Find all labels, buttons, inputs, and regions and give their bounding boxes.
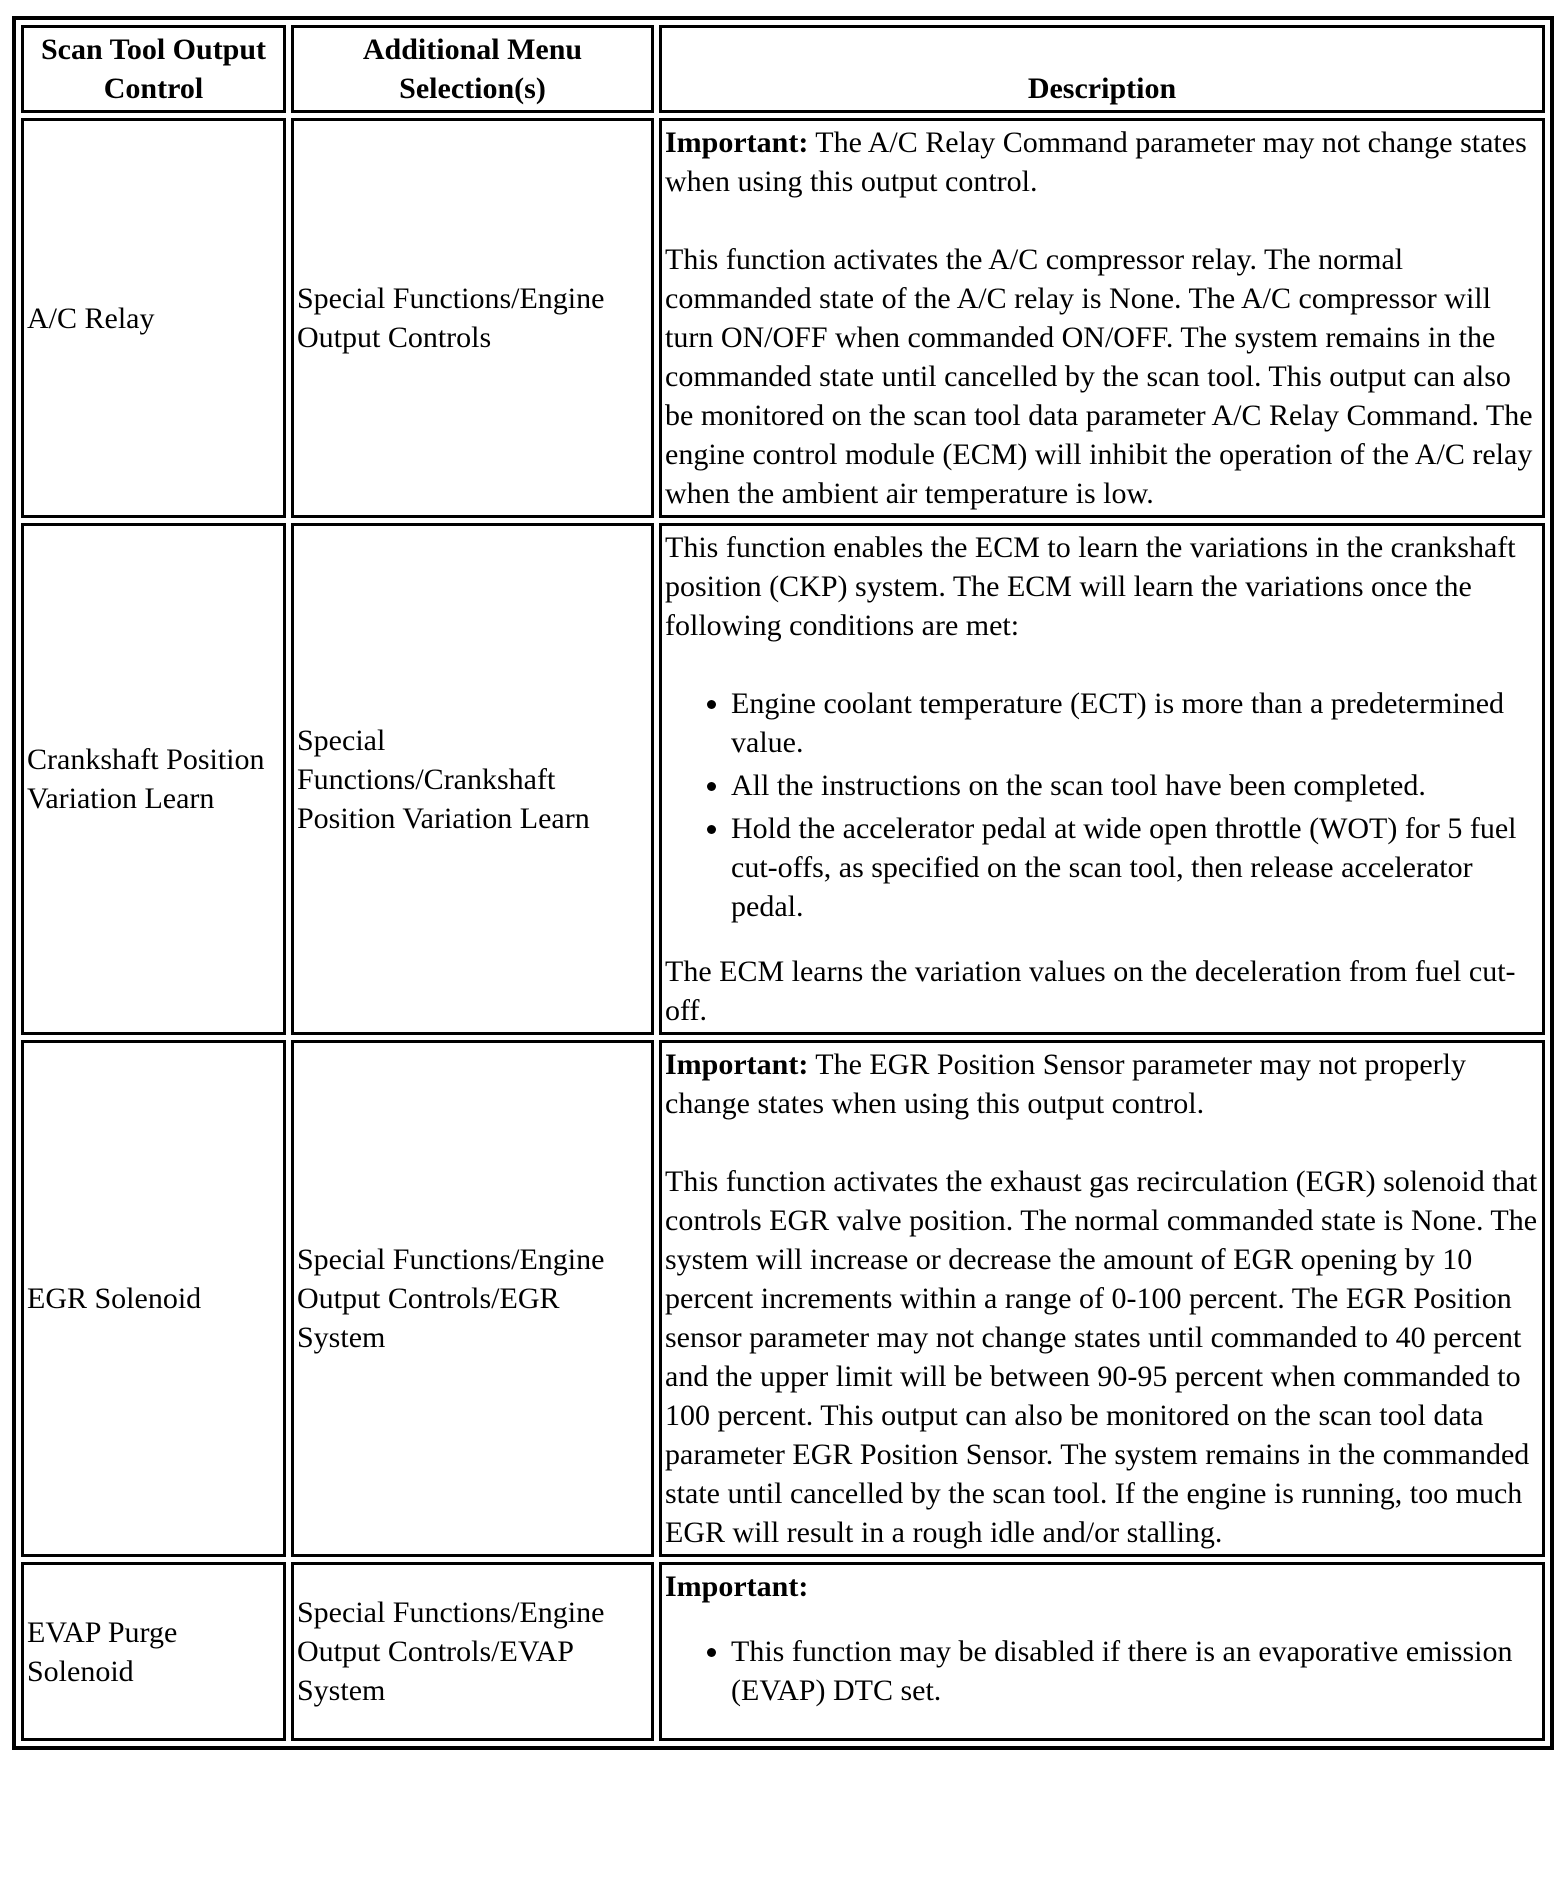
- menu-selection: Special Functions/Crankshaft Position Variation Learn: [291, 523, 654, 1035]
- description-outro: The ECM learns the variation values on the deceleration from fuel cut-off.: [665, 955, 1516, 1027]
- menu-selection: Special Functions/Engine Output Controls: [291, 118, 654, 518]
- output-controls-table: [12, 16, 1554, 1750]
- description: [659, 1040, 1545, 1557]
- description: [659, 1562, 1545, 1741]
- important-note: [665, 1567, 1539, 1606]
- list-item: • Engine coolant temperature (ECT) is more than a predetermined value.: [731, 684, 1539, 762]
- list-item: • Hold the accelerator pedal at wide open throttle (WOT) for 5 fuel cut-offs, as specified on the scan tool, then release accelerator pedal.: [731, 809, 1539, 926]
- control-name: EVAP Purge Solenoid: [21, 1562, 286, 1741]
- important-label: Important:: [665, 126, 809, 159]
- description-intro: This function enables the ECM to learn the variations in the crankshaft position (CKP) system. The ECM will learn the variations once the following conditions are met:: [665, 531, 1516, 642]
- description-body: This function activates the exhaust gas recirculation (EGR) solenoid that controls EGR valve position. The normal commanded state is None. The system will increase or decrease the amount of EGR opening by 10 percent increments within a range of 0-100 percent. The EGR Position sensor parameter may not change states until commanded to 40 percent and the upper limit will be between 90-95 percent when commanded to 100 percent. This output can also be monitored on the scan tool data parameter EGR Position Sensor. The system remains in the commanded state until cancelled by the scan tool. If the engine is running, too much EGR will result in a rough idle and/or stalling.: [665, 1165, 1538, 1549]
- control-name: A/C Relay: [21, 118, 286, 518]
- description: [659, 118, 1545, 518]
- menu-selection: Special Functions/Engine Output Controls/EGR System: [291, 1040, 654, 1557]
- description-body: This function activates the A/C compressor relay. The normal commanded state of the A/C relay is None. The A/C compressor will turn ON/OFF when commanded ON/OFF. The system remains in the commanded state until cancelled by the scan tool. This output can also be monitored on the scan tool data parameter A/C Relay Command. The engine control module (ECM) will inhibit the operation of the A/C relay when the ambient air temperature is low.: [665, 243, 1533, 510]
- important-note: [665, 1045, 1539, 1123]
- list-item: • This function may be disabled if there is an evaporative emission (EVAP) DTC set.: [731, 1632, 1539, 1710]
- important-note: [665, 123, 1539, 201]
- control-name: Crankshaft Position Variation Learn: [21, 523, 286, 1035]
- conditions-list: [665, 684, 1539, 926]
- table-row: [21, 523, 1545, 1035]
- control-name: EGR Solenoid: [21, 1040, 286, 1557]
- header-scan-tool-output-control: Scan Tool Output Control: [21, 25, 286, 113]
- menu-selection: Special Functions/Engine Output Controls/EVAP System: [291, 1562, 654, 1741]
- description: [659, 523, 1545, 1035]
- important-text: The EGR Position Sensor parameter may not properly change states when using this output control.: [665, 1048, 1466, 1120]
- table-row: [21, 1562, 1545, 1741]
- important-list: [665, 1632, 1539, 1710]
- list-item: • All the instructions on the scan tool have been completed.: [731, 766, 1539, 805]
- important-label: Important:: [665, 1570, 809, 1603]
- header-additional-menu-selections: Additional Menu Selection(s): [291, 25, 654, 113]
- important-text: The A/C Relay Command parameter may not change states when using this output control.: [665, 126, 1527, 198]
- table-row: [21, 1040, 1545, 1557]
- table-row: [21, 118, 1545, 518]
- header-row: [21, 25, 1545, 113]
- important-label: Important:: [665, 1048, 809, 1081]
- header-description: Description: [659, 25, 1545, 113]
